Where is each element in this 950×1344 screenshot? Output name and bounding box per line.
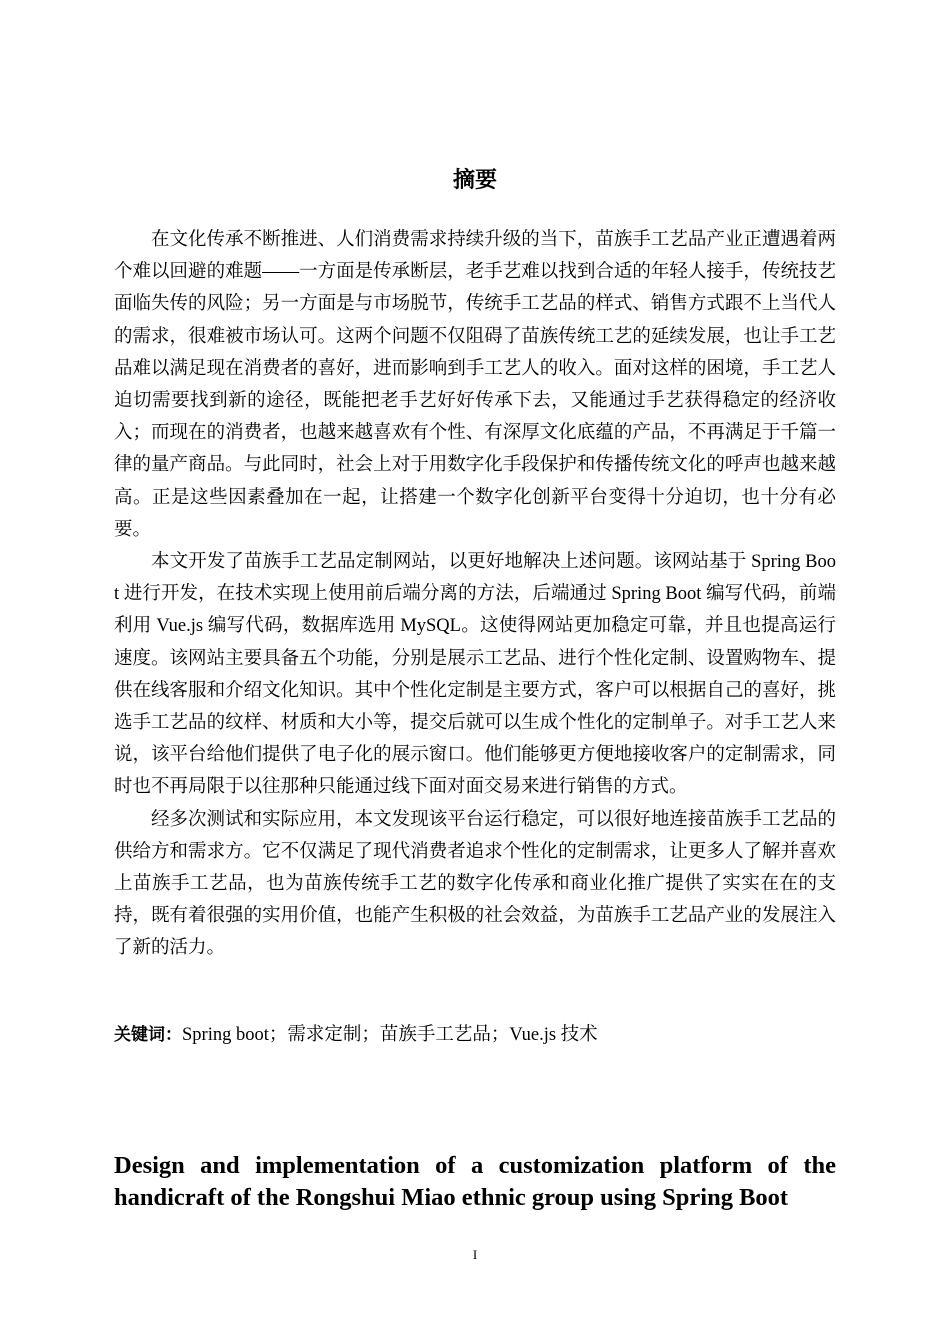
page-number: I <box>472 1247 478 1262</box>
abstract-paragraph-2: 本文开发了苗族手工艺品定制网站，以更好地解决上述问题。该网站基于 Spring Boot 进行开发，在技术实现上使用前后端分离的方法，后端通过 Spring Boot 编写代码，前端利用 Vue.js 编写代码，数据库选用 MySQL。这使得网站更加稳定可靠，并且也提高运行速度。该网站主要具备五个功能，分别是展示工艺品、进行个性化定制、设置购物车、提供在线客服和介绍文化知识。其中个性化定制是主要方式，客户可以根据自己的喜好，挑选手工艺品的纹样、材质和大小等，提交后就可以生成个性化的定制单子。对手工艺人来说，该平台给他们提供了电子化的展示窗口。他们能够更方便地接收客户的定制需求，同时也不再局限于以往那种只能通过线下面对面交易来进行销售的方式。 <box>114 552 836 798</box>
abstract-heading: 摘要 <box>452 168 497 193</box>
abstract-paragraph-1: 在文化传承不断推进、人们消费需求持续升级的当下，苗族手工艺品产业正遭遇着两个难以回避的难题——一方面是传承断层，老手艺难以找到合适的年轻人接手，传统技艺面临失传的风险；另一方面是与市场脱节，传统手工艺品的样式、销售方式跟不上当代人的需求，很难被市场认可。这两个问题不仅阻碍了苗族传统工艺的延续发展，也让手工艺品难以满足现在消费者的喜好，进而影响到手工艺人的收入。面对这样的困境，手工艺人迫切需要找到新的途径，既能把老手艺好好传承下去，又能通过手艺获得稳定的经济收入；而现在的消费者，也越来越喜欢有个性、有深厚文化底蕴的产品，不再满足于千篇一律的量产商品。与此同时，社会上对于用数字化手段保护和传播传统文化的呼声也越来越高。正是这些因素叠加在一起，让搭建一个数字化创新平台变得十分迫切，也十分有必要。 <box>114 230 836 540</box>
abstract-paragraph-3: 经多次测试和实际应用，本文发现该平台运行稳定，可以很好地连接苗族手工艺品的供给方和需求方。它不仅满足了现代消费者追求个性化的定制需求，让更多人了解并喜欢上苗族手工艺品，也为苗族传统手工艺的数字化传承和商业化推广提供了实实在在的支持，既有着很强的实用价值，也能产生积极的社会效益，为苗族手工艺品产业的发展注入了新的活力。 <box>114 809 836 959</box>
keywords-label: 关键词： <box>114 1025 182 1045</box>
abstract-body <box>114 224 836 965</box>
english-title: Design and implementation of a customization platform of the handicraft of the Rongshui Miao ethnic group using Spring Boot <box>114 1152 836 1211</box>
keywords-line <box>114 1020 836 1050</box>
keywords-text: Spring boot；需求定制；苗族手工艺品；Vue.js 技术 <box>182 1025 598 1045</box>
